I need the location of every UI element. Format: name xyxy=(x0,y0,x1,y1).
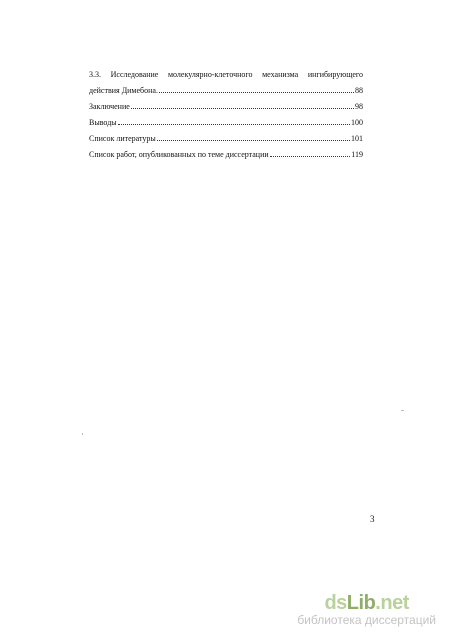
toc-entry-title: Заключение xyxy=(89,102,130,111)
toc-entry-references xyxy=(89,131,363,147)
toc-entry-title: Список литературы xyxy=(89,134,156,143)
dot-leader xyxy=(159,91,354,93)
toc-entry-3-3-title-line2: действия Димебона. xyxy=(89,86,158,95)
page-number: 3 xyxy=(370,514,375,524)
toc-page-number: 98 xyxy=(355,102,363,111)
dot-leader xyxy=(118,123,350,125)
scan-speck xyxy=(401,410,404,411)
toc-page-number: 100 xyxy=(351,118,363,127)
toc-entry-publications xyxy=(89,147,363,163)
table-of-contents xyxy=(89,67,363,163)
toc-entry-3-3-title-line1: 3.3. Исследование молекулярно-клеточного механизма ингибирующего xyxy=(89,70,363,79)
toc-entry-title: Список работ, опубликованных по теме диссертации xyxy=(89,150,269,159)
toc-entry-title: Выводы xyxy=(89,118,117,127)
dot-leader xyxy=(270,155,351,157)
dslib-logo: dsLib.net xyxy=(324,592,409,614)
dot-leader xyxy=(157,139,350,141)
toc-page-number: 101 xyxy=(351,134,363,143)
toc-entry-3-3 xyxy=(89,83,363,99)
dot-leader xyxy=(131,107,354,109)
dslib-watermark[interactable] xyxy=(297,592,436,627)
toc-page-number: 119 xyxy=(351,150,363,159)
toc-entry-findings xyxy=(89,115,363,131)
watermark-subtitle: библиотека диссертаций xyxy=(297,613,436,627)
scan-speck xyxy=(82,433,83,435)
toc-page-number: 88 xyxy=(355,86,363,95)
toc-entry-conclusion xyxy=(89,99,363,115)
